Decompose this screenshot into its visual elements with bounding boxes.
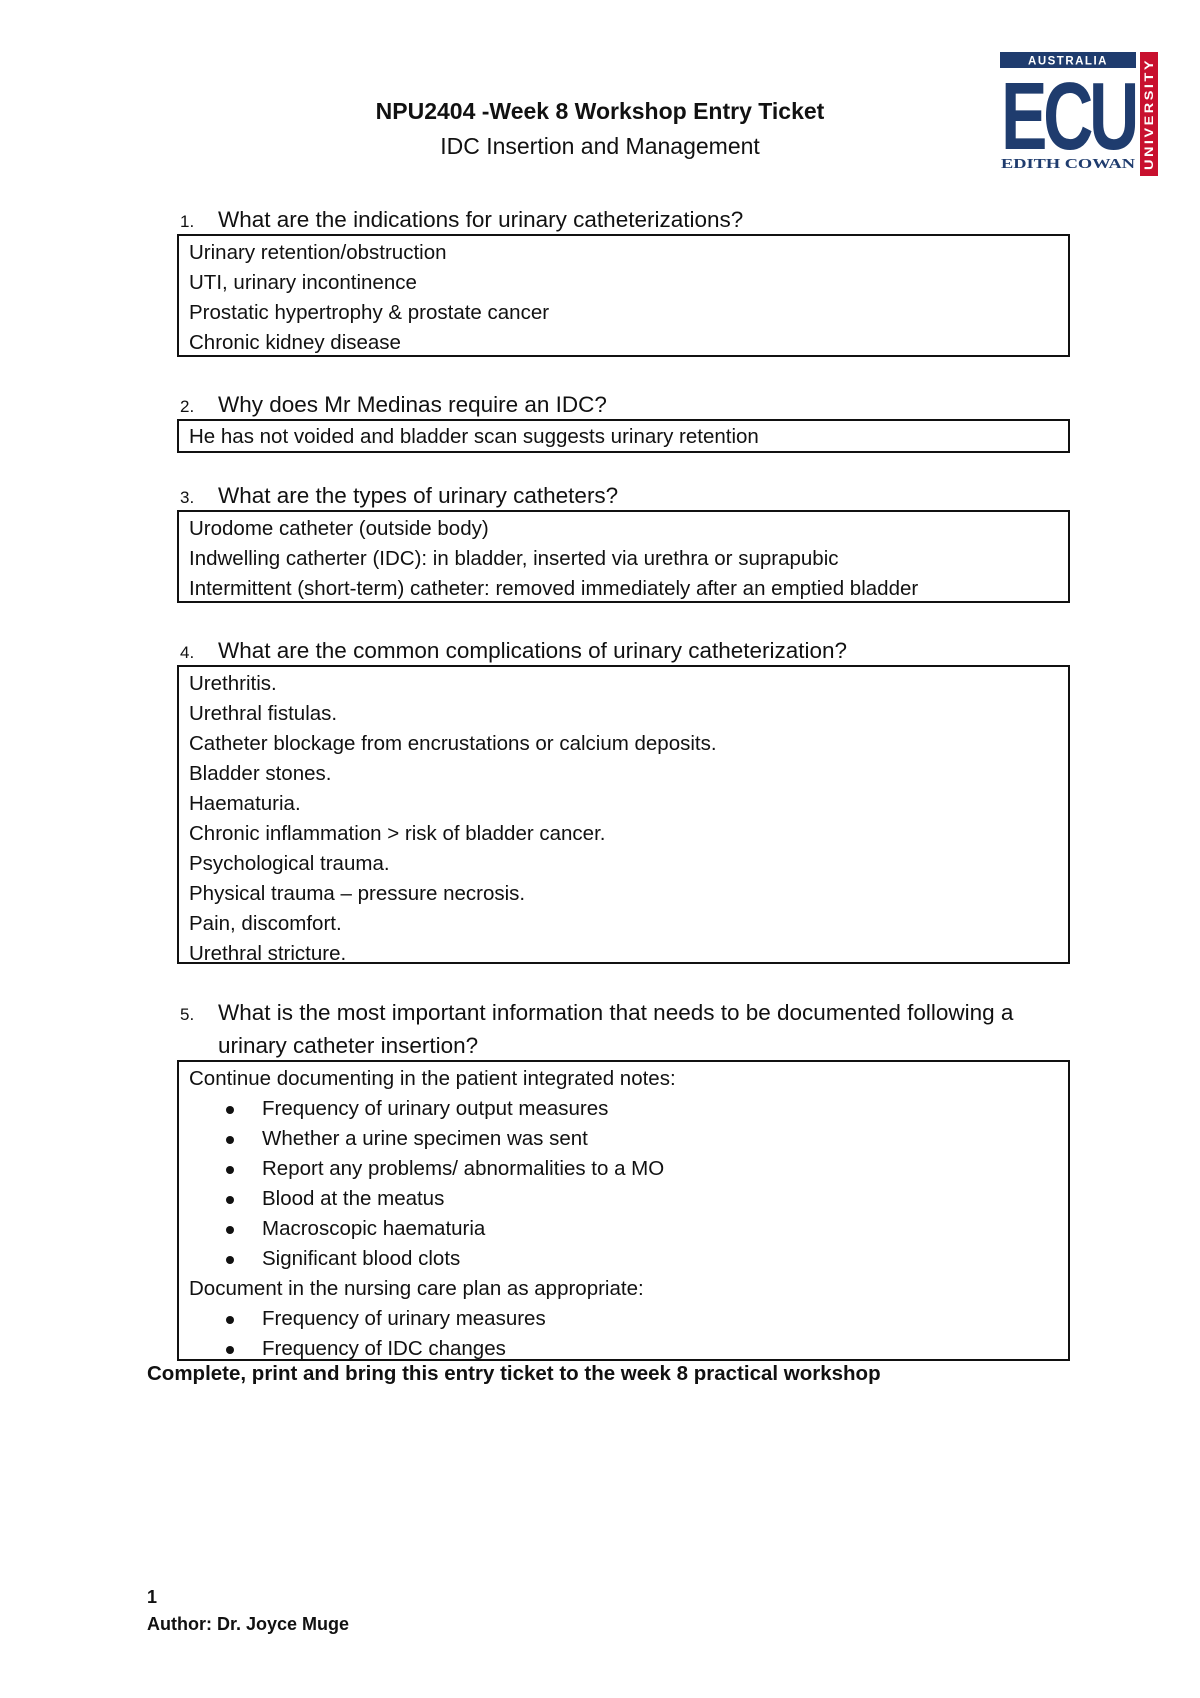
question-text: What are the common complications of urinary catheterization? <box>218 638 848 663</box>
answer-line: Urethral stricture. <box>189 942 347 965</box>
bullet-icon <box>226 1136 234 1144</box>
answer-box-1 <box>177 234 1070 357</box>
answer-line: He has not voided and bladder scan suggests urinary retention <box>189 425 759 448</box>
answer-line: Prostatic hypertrophy & prostate cancer <box>189 301 550 324</box>
ecu-logo <box>1000 52 1160 180</box>
answer-line: Bladder stones. <box>189 762 332 785</box>
logo-side-text: UNIVERSITY <box>1144 80 1156 170</box>
question-3 <box>180 479 1040 514</box>
answer-line: Urodome catheter (outside body) <box>189 517 489 540</box>
footer-instruction: Complete, print and bring this entry ticket to the week 8 practical workshop <box>147 1362 881 1385</box>
answer-box-4 <box>177 665 1070 964</box>
answer-line: Chronic kidney disease <box>189 331 401 354</box>
answer-box-3 <box>177 510 1070 603</box>
page-subtitle: IDC Insertion and Management <box>440 133 760 159</box>
question-number: 1. <box>180 212 195 231</box>
question-number: 4. <box>180 643 195 662</box>
answer-line: Physical trauma – pressure necrosis. <box>189 882 526 905</box>
bullet-icon <box>226 1106 234 1114</box>
question-text: What are the types of urinary catheters? <box>218 483 619 508</box>
answer-box-2 <box>177 419 1070 453</box>
answer-intro: Document in the nursing care plan as appropriate: <box>189 1277 644 1300</box>
list-item: Frequency of IDC changes <box>189 1334 1058 1364</box>
list-item: Report any problems/ abnormalities to a MO <box>189 1154 1058 1184</box>
answer-line: Pain, discomfort. <box>189 912 342 935</box>
bullet-icon <box>226 1196 234 1204</box>
logo-bottom-text: EDITH COWAN <box>1001 157 1135 172</box>
question-4 <box>180 634 1040 669</box>
answer-line: Chronic inflammation > risk of bladder cancer. <box>189 822 606 845</box>
list-item: Frequency of urinary measures <box>189 1304 1058 1334</box>
list-item: Frequency of urinary output measures <box>189 1094 1058 1124</box>
list-item: Whether a urine specimen was sent <box>189 1124 1058 1154</box>
question-5 <box>180 996 1040 1062</box>
question-number: 2. <box>180 397 195 416</box>
answer-line: Psychological trauma. <box>189 852 390 875</box>
question-number: 5. <box>180 1005 195 1024</box>
bullet-icon <box>226 1256 234 1264</box>
list-item: Macroscopic haematuria <box>189 1214 1058 1244</box>
question-2 <box>180 388 1040 423</box>
answer-line: Urethral fistulas. <box>189 702 338 725</box>
answer-line: Urinary retention/obstruction <box>189 241 447 264</box>
author-credit: Author: Dr. Joyce Muge <box>147 1614 350 1634</box>
bullet-icon <box>226 1166 234 1174</box>
bullet-list <box>189 1094 1058 1274</box>
bullet-icon <box>226 1346 234 1354</box>
answer-line: UTI, urinary incontinence <box>189 271 417 294</box>
logo-main-text: ECU <box>1001 63 1136 170</box>
answer-line: Haematuria. <box>189 792 301 815</box>
question-text: What is the most important information that needs to be documented following a urinary catheter insertion? <box>218 1000 1014 1058</box>
question-text: Why does Mr Medinas require an IDC? <box>218 392 607 417</box>
answer-line: Intermittent (short-term) catheter: removed immediately after an emptied bladder <box>189 577 919 600</box>
list-item: Blood at the meatus <box>189 1184 1058 1214</box>
answer-line: Urethritis. <box>189 672 277 695</box>
answer-line: Catheter blockage from encrustations or calcium deposits. <box>189 732 717 755</box>
bullet-icon <box>226 1316 234 1324</box>
page-number: 1 <box>147 1587 158 1607</box>
question-1 <box>180 203 1040 238</box>
answer-box-5 <box>177 1060 1070 1361</box>
list-item: Significant blood clots <box>189 1244 1058 1274</box>
question-number: 3. <box>180 488 195 507</box>
page-title: NPU2404 -Week 8 Workshop Entry Ticket <box>375 98 825 124</box>
answer-intro: Continue documenting in the patient integrated notes: <box>189 1067 676 1090</box>
question-text: What are the indications for urinary catheterizations? <box>218 207 744 232</box>
bullet-icon <box>226 1226 234 1234</box>
bullet-list <box>189 1304 1058 1364</box>
answer-line: Indwelling catherter (IDC): in bladder, inserted via urethra or suprapubic <box>189 547 839 570</box>
logo-top-text: AUSTRALIA <box>1028 55 1108 68</box>
